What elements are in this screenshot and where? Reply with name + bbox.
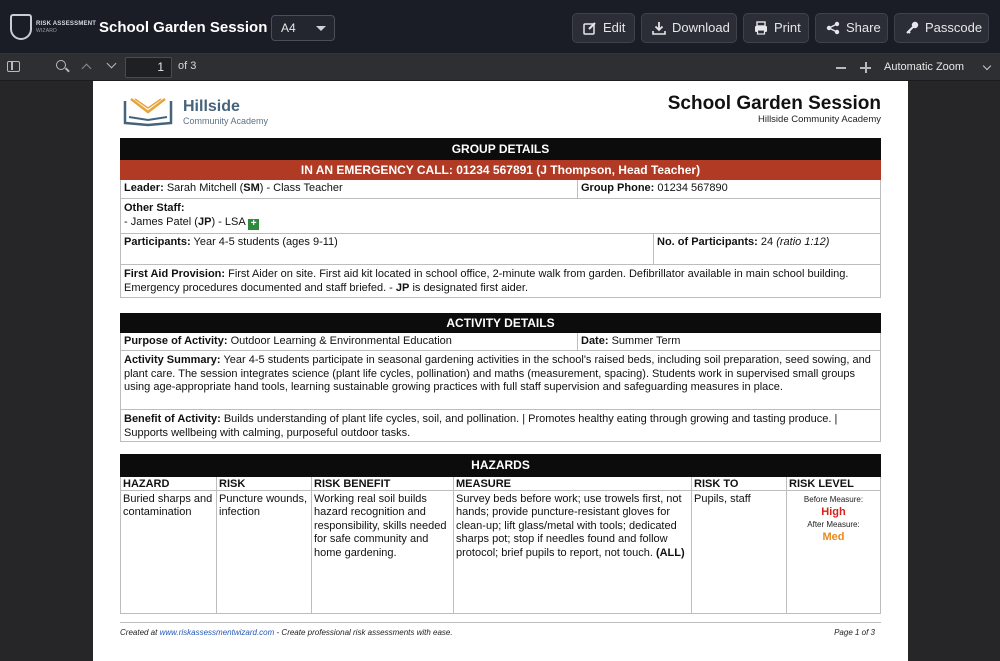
pdf-viewer-toolbar xyxy=(0,54,1000,81)
open-book-logo-icon xyxy=(121,95,175,127)
emergency-banner: IN AN EMERGENCY CALL: 01234 567891 (J Thompson, Head Teacher) xyxy=(120,160,881,180)
edit-icon xyxy=(583,21,597,35)
participants-label: Participants: xyxy=(124,236,191,248)
pdf-page xyxy=(93,81,908,661)
other-staff-label: Other Staff: xyxy=(124,202,185,214)
leader-row xyxy=(120,180,881,199)
footer-link[interactable]: www.riskassessmentwizard.com xyxy=(159,628,275,637)
download-label: Download xyxy=(672,20,730,35)
hazard-column xyxy=(121,477,216,614)
school-brand xyxy=(121,95,301,129)
table-header: RISK xyxy=(217,477,311,491)
add-staff-button[interactable]: + xyxy=(248,219,259,230)
footer-divider xyxy=(120,622,881,623)
group-details-heading: GROUP DETAILS xyxy=(120,138,881,160)
leader-initials: SM xyxy=(243,182,260,194)
ratio: (ratio 1:12) xyxy=(776,236,830,248)
benefit-label: Benefit of Activity: xyxy=(124,413,221,425)
num-participants-label: No. of Participants: xyxy=(657,236,758,248)
print-icon xyxy=(754,21,768,35)
benefit: Builds understanding of plant life cycles, soil, and pollination. | Promotes healthy eating through growing and tasting produce. | Supports wellbeing with calming, purposeful outdoor tasks. xyxy=(124,413,838,439)
activity-details-heading: ACTIVITY DETAILS xyxy=(120,313,881,333)
app-logo[interactable] xyxy=(10,12,97,42)
table-header: MEASURE xyxy=(454,477,691,491)
page-number-input[interactable]: 1 xyxy=(125,57,172,78)
leader-role: ) - Class Teacher xyxy=(259,182,343,194)
purpose: Outdoor Learning & Environmental Education xyxy=(230,335,452,347)
download-icon xyxy=(652,21,666,35)
risk-level-cell xyxy=(787,491,880,547)
other-staff-role: ) - LSA xyxy=(211,215,246,228)
download-button[interactable] xyxy=(641,13,737,43)
participants-cell xyxy=(121,234,653,264)
zoom-select[interactable] xyxy=(878,57,996,78)
zoom-value: Automatic Zoom xyxy=(884,61,965,73)
num-participants-cell xyxy=(653,234,880,264)
risk-benefit-column xyxy=(311,477,453,614)
previous-page-icon[interactable] xyxy=(82,64,92,74)
edit-label: Edit xyxy=(603,20,626,35)
hazard-cell: Buried sharps and contamination xyxy=(123,493,213,519)
risk-to-column xyxy=(691,477,786,614)
key-icon xyxy=(905,21,919,35)
footer-credit xyxy=(120,628,453,637)
search-icon[interactable] xyxy=(56,60,66,70)
risk-cell: Puncture wounds, infection xyxy=(219,493,308,519)
zoom-out-icon[interactable] xyxy=(836,67,846,69)
page-size-select[interactable] xyxy=(271,15,335,41)
other-staff-row xyxy=(120,199,881,234)
date: Summer Term xyxy=(611,335,681,347)
chevron-down-icon xyxy=(316,26,326,31)
print-label: Print xyxy=(774,20,801,35)
table-header: HAZARD xyxy=(121,477,216,491)
print-button[interactable] xyxy=(743,13,809,43)
chevron-down-icon xyxy=(983,62,991,70)
table-header: RISK LEVEL xyxy=(787,477,880,491)
other-staff-name: - James Patel ( xyxy=(124,215,198,228)
sidebar-toggle-icon[interactable] xyxy=(7,61,20,72)
page-subtitle: Hillside Community Academy xyxy=(757,114,881,125)
table-header: RISK BENEFIT xyxy=(312,477,453,491)
after-measure-label: After Measure: xyxy=(807,520,860,529)
zoom-in-icon[interactable] xyxy=(860,62,871,73)
num-participants: 24 xyxy=(760,236,774,248)
logo-line2: WIZARD xyxy=(36,28,57,34)
passcode-button[interactable] xyxy=(894,13,989,43)
first-aid-label: First Aid Provision: xyxy=(124,268,226,280)
participants: Year 4-5 students (ages 9-11) xyxy=(193,236,338,248)
school-name: Hillside xyxy=(183,98,240,115)
share-button[interactable] xyxy=(815,13,888,43)
first-aid-initials: JP xyxy=(395,281,410,294)
summary: Year 4-5 students participate in seasonal gardening activities in the school's raised beds, including soil preparation, seed sowing, and plant care. The session integrates science (plant life cycles, pollination) and maths (measurement, spacing). Students work in supervised small groups using age-appropriate hand tools, learning sustainable growing practices with full staff supervision and safeguarding measures in place. xyxy=(124,354,871,394)
group-phone-label: Group Phone: xyxy=(581,182,655,194)
page-size-value: A4 xyxy=(281,21,296,35)
purpose-label: Purpose of Activity: xyxy=(124,335,228,347)
summary-row xyxy=(120,351,881,410)
app-header xyxy=(0,0,1000,54)
risk-benefit-cell: Working real soil builds hazard recognition and responsibility, skills needed for safe community and home gardening. xyxy=(314,493,447,559)
summary-label: Activity Summary: xyxy=(124,354,221,366)
risk-to-cell: Pupils, staff xyxy=(694,493,751,505)
hazards-section xyxy=(120,454,881,477)
leader-label: Leader: xyxy=(124,182,164,194)
group-phone: 01234 567890 xyxy=(657,182,728,194)
share-label: Share xyxy=(846,20,881,35)
group-phone-cell xyxy=(577,180,880,198)
logo-line1: RISK ASSESSMENT xyxy=(36,21,97,27)
footer-tagline: - Create professional risk assessments with ease. xyxy=(276,628,453,637)
before-measure-level: High xyxy=(821,506,846,518)
participants-row xyxy=(120,234,881,265)
leader-cell xyxy=(121,180,577,198)
edit-button[interactable] xyxy=(572,13,635,43)
group-details-section xyxy=(120,138,881,298)
purpose-row xyxy=(120,333,881,351)
school-subname: Community Academy xyxy=(183,116,269,126)
date-cell xyxy=(577,333,880,350)
table-header: RISK TO xyxy=(692,477,786,491)
measure-tag: (ALL) xyxy=(655,546,685,559)
risk-level-column xyxy=(786,477,880,614)
measure-cell xyxy=(454,491,691,562)
after-measure-level: Med xyxy=(822,531,845,543)
footer-created: Created at xyxy=(120,628,158,637)
hazards-table xyxy=(120,477,881,614)
purpose-cell xyxy=(121,333,577,350)
risk-column xyxy=(216,477,311,614)
share-icon xyxy=(826,21,840,35)
before-measure-label: Before Measure: xyxy=(803,495,864,504)
page-count: of 3 xyxy=(178,60,197,72)
activity-details-section xyxy=(120,313,881,442)
page-title: School Garden Session xyxy=(667,93,881,114)
first-aid-end: is designated first aider. xyxy=(412,281,529,294)
footer-page-number: Page 1 of 3 xyxy=(834,628,875,637)
hazards-heading: HAZARDS xyxy=(120,454,881,477)
first-aid-text: First Aider on site. First aid kit located in school office, 2-minute walk from garden. Defibrillator available in main school building. Emergency procedures documented and staff briefed. - xyxy=(124,268,849,294)
leader-name: Sarah Mitchell ( xyxy=(166,182,244,194)
shield-logo-icon xyxy=(10,14,32,40)
benefit-row xyxy=(120,410,881,442)
other-staff-initials: JP xyxy=(197,215,212,228)
measure-text: Survey beds before work; use trowels first, not hands; provide puncture-resistant gloves for clean-up; lift glass/metal with tools; dedicated sharps pot; stop if needles found and follow protocol; brief pupils to report, not touch. xyxy=(456,493,682,559)
measure-column xyxy=(453,477,691,614)
next-page-icon[interactable] xyxy=(107,59,117,69)
passcode-label: Passcode xyxy=(925,20,983,35)
document-title: School Garden Session xyxy=(99,19,268,36)
first-aid-row xyxy=(120,265,881,298)
date-label: Date: xyxy=(581,335,609,347)
